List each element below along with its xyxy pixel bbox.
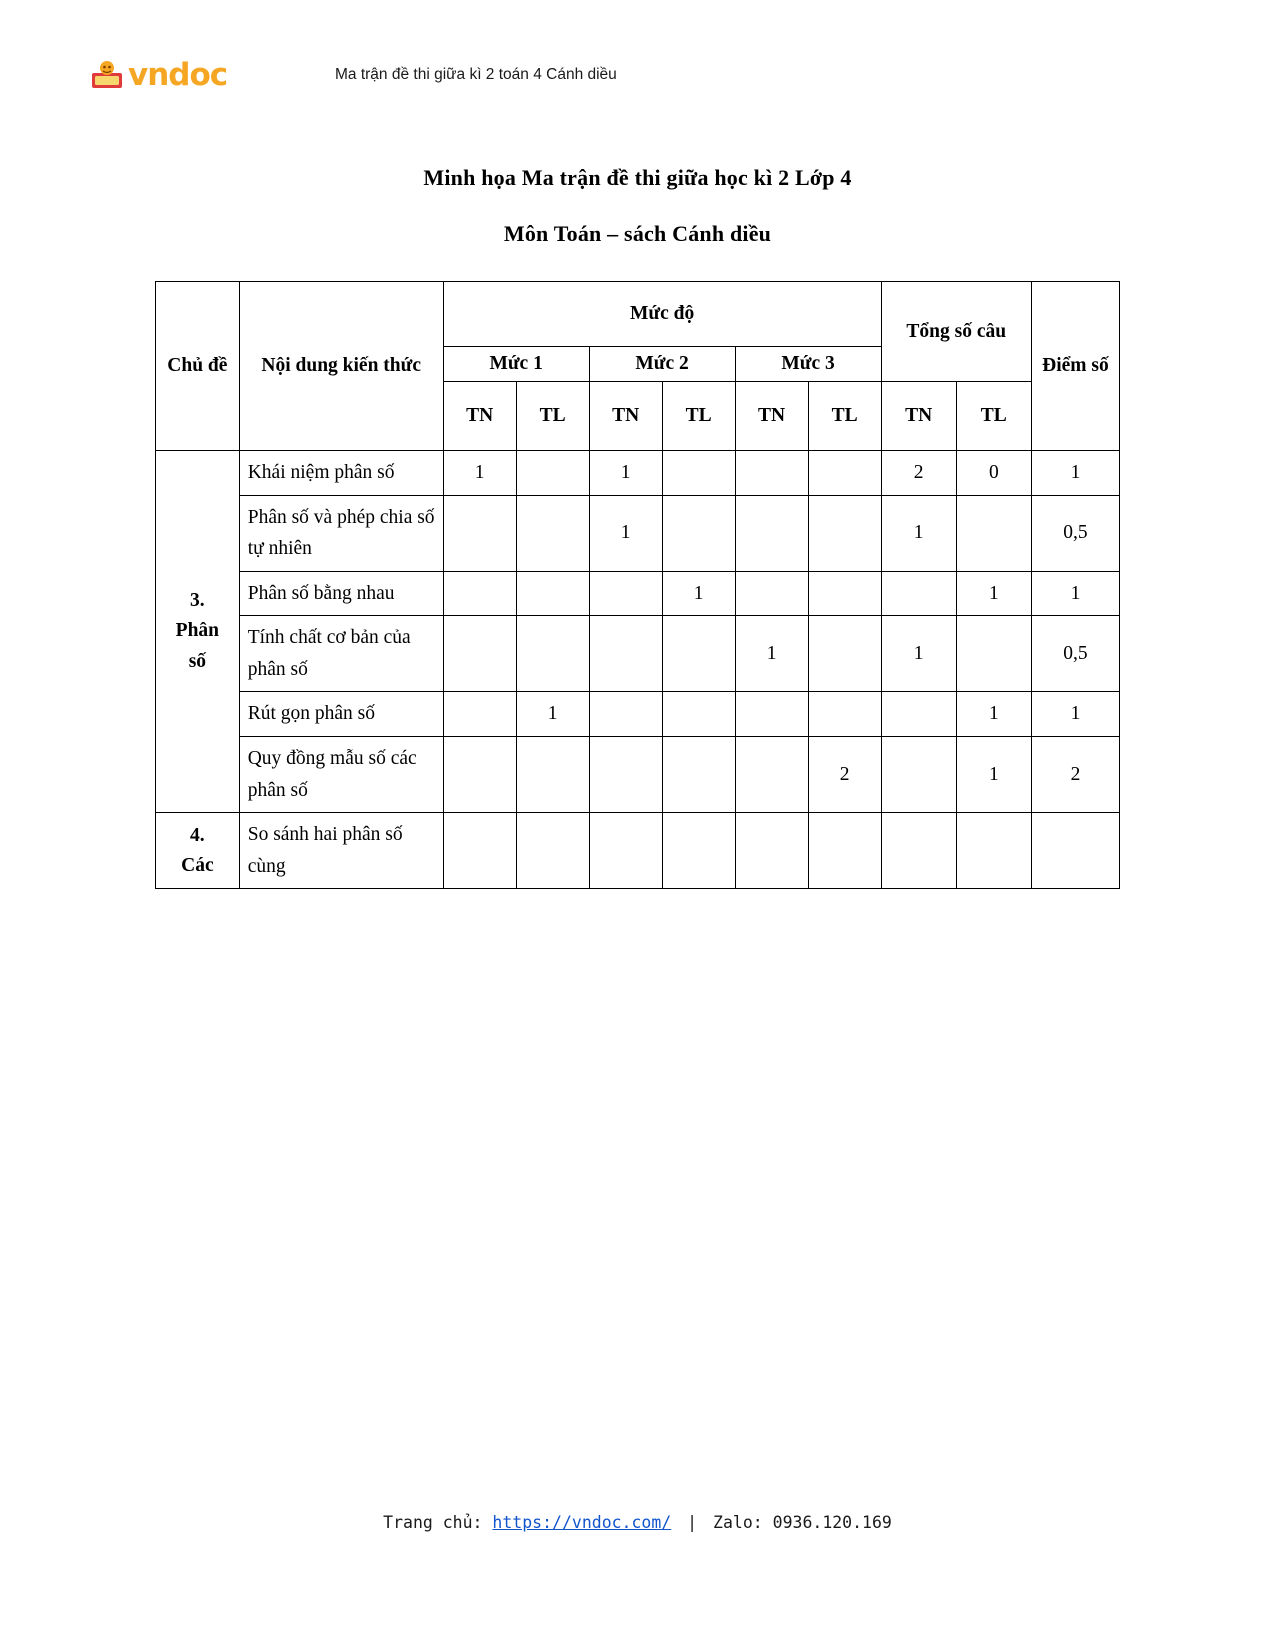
- cell-muc3-tn: [735, 813, 808, 889]
- row-content: Phân số bằng nhau: [239, 571, 443, 616]
- header-noi-dung: Nội dung kiến thức: [239, 282, 443, 451]
- row-topic: 3. Phân số: [156, 451, 240, 813]
- exam-matrix-table: [155, 281, 1120, 889]
- cell-diem: 0,5: [1031, 616, 1119, 692]
- cell-muc2-tn: [589, 692, 662, 737]
- cell-muc2-tl: [662, 737, 735, 813]
- cell-diem: 1: [1031, 692, 1119, 737]
- cell-muc2-tl: 1: [662, 571, 735, 616]
- header-muc-do: Mức độ: [443, 282, 881, 347]
- cell-muc3-tl: [808, 495, 881, 571]
- footer-separator: |: [687, 1513, 698, 1532]
- cell-tong-tl: [956, 495, 1031, 571]
- header-muc3-tl: TL: [808, 382, 881, 451]
- cell-muc1-tl: [516, 737, 589, 813]
- row-content: Phân số và phép chia số tự nhiên: [239, 495, 443, 571]
- row-content: Khái niệm phân số: [239, 451, 443, 496]
- cell-tong-tn: [881, 692, 956, 737]
- cell-tong-tl: [956, 813, 1031, 889]
- cell-diem: 0,5: [1031, 495, 1119, 571]
- cell-tong-tn: [881, 813, 956, 889]
- header-row-top: [156, 282, 1120, 347]
- vndoc-logo: [90, 56, 265, 93]
- cell-muc1-tn: [443, 737, 516, 813]
- cell-tong-tl: 1: [956, 571, 1031, 616]
- header-muc2-tn: TN: [589, 382, 662, 451]
- header-muc-3: Mức 3: [735, 347, 881, 382]
- cell-muc2-tn: [589, 813, 662, 889]
- cell-muc1-tl: [516, 451, 589, 496]
- cell-tong-tn: 1: [881, 616, 956, 692]
- row-content: Rút gọn phân số: [239, 692, 443, 737]
- header-muc1-tn: TN: [443, 382, 516, 451]
- cell-muc2-tn: [589, 737, 662, 813]
- cell-tong-tl: 0: [956, 451, 1031, 496]
- cell-tong-tn: [881, 571, 956, 616]
- cell-muc3-tl: [808, 616, 881, 692]
- cell-muc1-tn: [443, 571, 516, 616]
- header-tong-tl: TL: [956, 382, 1031, 451]
- cell-muc1-tl: [516, 571, 589, 616]
- cell-tong-tn: 2: [881, 451, 956, 496]
- running-title: Ma trận đề thi giữa kì 2 toán 4 Cánh diều: [335, 66, 617, 83]
- cell-muc3-tl: 2: [808, 737, 881, 813]
- header-tong-tn: TN: [881, 382, 956, 451]
- cell-muc2-tl: [662, 616, 735, 692]
- vndoc-logo-text: vndoc: [128, 56, 228, 93]
- cell-diem: [1031, 813, 1119, 889]
- cell-diem: 1: [1031, 571, 1119, 616]
- cell-muc2-tl: [662, 813, 735, 889]
- header-muc-2: Mức 2: [589, 347, 735, 382]
- table-row: [156, 451, 1120, 496]
- table-row: [156, 737, 1120, 813]
- document-header: [90, 40, 1185, 110]
- cell-muc2-tn: [589, 571, 662, 616]
- cell-muc3-tl: [808, 813, 881, 889]
- cell-tong-tn: [881, 737, 956, 813]
- cell-muc2-tl: [662, 692, 735, 737]
- header-diem-so: Điểm số: [1031, 282, 1119, 451]
- cell-muc2-tl: [662, 451, 735, 496]
- cell-muc3-tn: 1: [735, 616, 808, 692]
- cell-muc3-tn: [735, 737, 808, 813]
- cell-muc2-tl: [662, 495, 735, 571]
- cell-muc2-tn: 1: [589, 451, 662, 496]
- cell-muc3-tl: [808, 451, 881, 496]
- table-row: [156, 616, 1120, 692]
- table-body: [156, 451, 1120, 889]
- footer-label: Trang chủ:: [383, 1513, 483, 1532]
- cell-muc2-tn: 1: [589, 495, 662, 571]
- cell-muc3-tl: [808, 692, 881, 737]
- cell-muc1-tn: [443, 616, 516, 692]
- cell-diem: 2: [1031, 737, 1119, 813]
- row-content: Tính chất cơ bản của phân số: [239, 616, 443, 692]
- page-subtitle: Môn Toán – sách Cánh diều: [503, 221, 772, 246]
- cell-muc3-tn: [735, 571, 808, 616]
- row-topic: 4. Các: [156, 813, 240, 889]
- cell-tong-tl: 1: [956, 692, 1031, 737]
- page-footer: [0, 1513, 1275, 1532]
- cell-tong-tn: 1: [881, 495, 956, 571]
- page-title: Minh họa Ma trận đề thi giữa học kì 2 Lớp 4: [423, 165, 852, 190]
- header-muc3-tn: TN: [735, 382, 808, 451]
- cell-muc3-tn: [735, 692, 808, 737]
- cell-diem: 1: [1031, 451, 1119, 496]
- vndoc-logo-icon: [90, 59, 124, 91]
- footer-zalo: Zalo: 0936.120.169: [713, 1513, 892, 1532]
- table-row: [156, 495, 1120, 571]
- header-muc1-tl: TL: [516, 382, 589, 451]
- cell-muc1-tn: [443, 692, 516, 737]
- header-muc-1: Mức 1: [443, 347, 589, 382]
- footer-home-link[interactable]: https://vndoc.com/: [492, 1513, 672, 1532]
- cell-muc1-tl: [516, 495, 589, 571]
- table-header: [156, 282, 1120, 451]
- header-chu-de: Chủ đề: [156, 282, 240, 451]
- cell-muc3-tl: [808, 571, 881, 616]
- cell-tong-tl: [956, 616, 1031, 692]
- row-content: So sánh hai phân số cùng: [239, 813, 443, 889]
- cell-muc1-tl: [516, 616, 589, 692]
- cell-tong-tl: 1: [956, 737, 1031, 813]
- cell-muc1-tn: [443, 813, 516, 889]
- cell-muc1-tn: [443, 495, 516, 571]
- header-muc2-tl: TL: [662, 382, 735, 451]
- table-row: [156, 692, 1120, 737]
- table-row: [156, 571, 1120, 616]
- cell-muc3-tn: [735, 451, 808, 496]
- cell-muc1-tn: 1: [443, 451, 516, 496]
- cell-muc3-tn: [735, 495, 808, 571]
- cell-muc1-tl: 1: [516, 692, 589, 737]
- header-tong-so-cau: Tổng số câu: [881, 282, 1031, 382]
- row-content: Quy đồng mẫu số các phân số: [239, 737, 443, 813]
- cell-muc2-tn: [589, 616, 662, 692]
- table-row: [156, 813, 1120, 889]
- cell-muc1-tl: [516, 813, 589, 889]
